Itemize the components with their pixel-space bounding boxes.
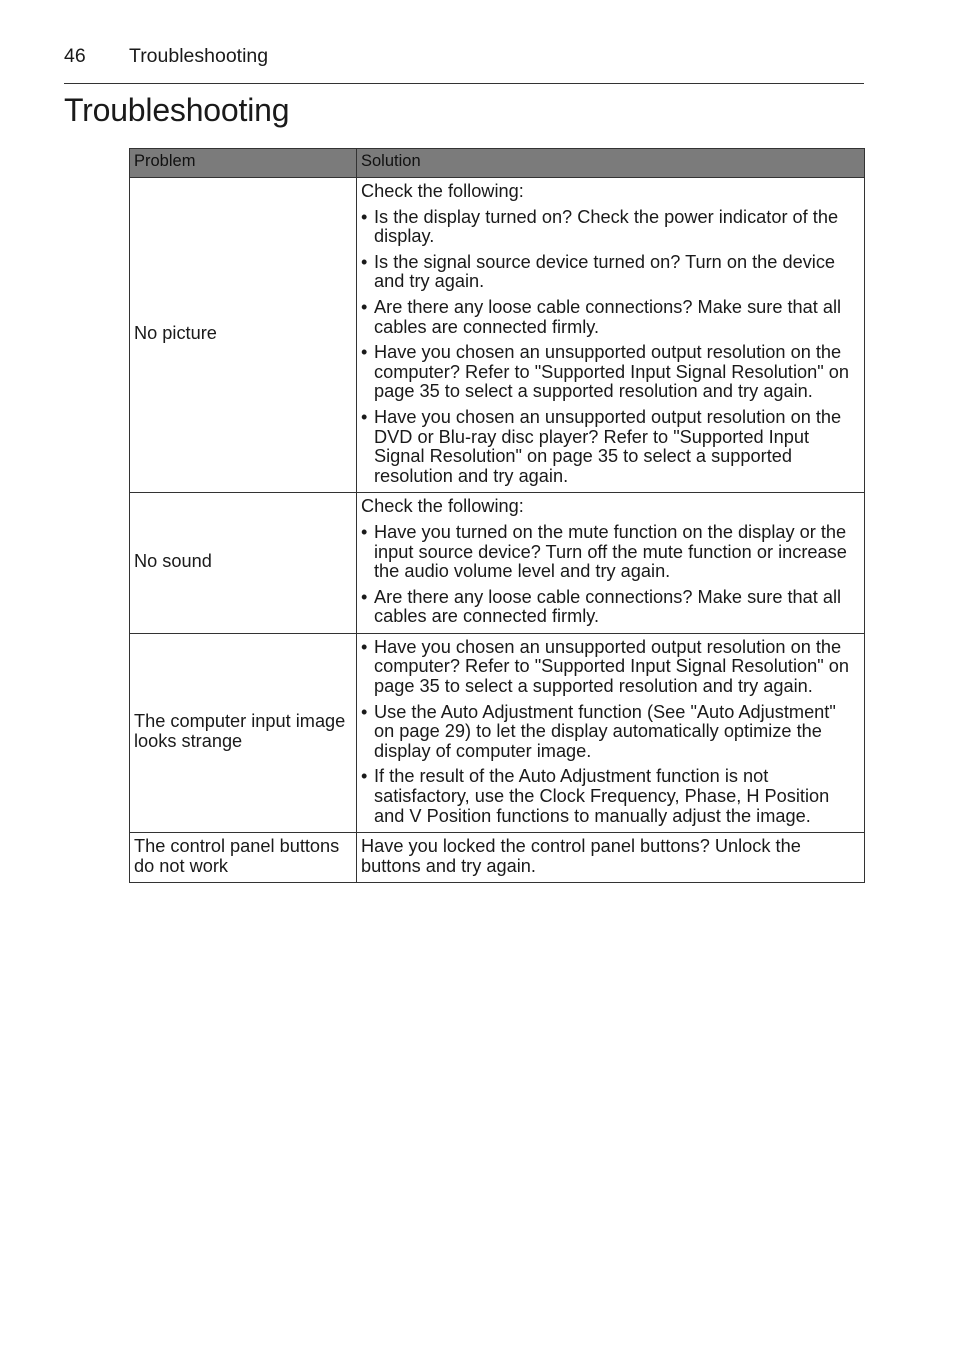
solution-item: • Are there any loose cable connections? Make sure that all cables are connected firmly. <box>361 588 860 627</box>
solution-cell <box>357 633 865 832</box>
solution-item: • Is the display turned on? Check the power indicator of the display. <box>361 208 860 247</box>
troubleshooting-table <box>129 148 865 883</box>
solution-cell <box>357 833 865 883</box>
solution-item: • If the result of the Auto Adjustment function is not satisfactory, use the Clock Frequency, Phase, H Position and V Position functions to manually adjust the image. <box>361 767 860 826</box>
table-row <box>130 493 865 634</box>
table-row <box>130 178 865 493</box>
solution-item: • Have you chosen an unsupported output resolution on the computer? Refer to "Supported Input Signal Resolution" on page 35 to select a supported resolution and try again. <box>361 638 860 697</box>
running-header-section: Troubleshooting <box>129 45 269 67</box>
running-header <box>64 45 268 68</box>
solution-cell <box>357 493 865 634</box>
problem-cell: The control panel buttons do not work <box>130 833 357 883</box>
problem-cell: The computer input image looks strange <box>130 633 357 832</box>
header-divider <box>64 83 864 84</box>
table-header-row <box>130 149 865 178</box>
problem-cell: No picture <box>130 178 357 493</box>
solution-cell <box>357 178 865 493</box>
table-row <box>130 833 865 883</box>
solution-text: Have you locked the control panel buttons? Unlock the buttons and try again. <box>361 836 801 876</box>
table-row <box>130 633 865 832</box>
solution-list <box>361 638 860 826</box>
solution-lead: Check the following: <box>361 181 524 201</box>
column-header-solution: Solution <box>357 149 865 178</box>
solution-list <box>361 208 860 487</box>
solution-item: • Have you chosen an unsupported output resolution on the DVD or Blu-ray disc player? Refer to "Supported Input Signal Resolution" on page 35 to select a supported resolution and try again. <box>361 408 860 486</box>
problem-cell: No sound <box>130 493 357 634</box>
solution-item: • Is the signal source device turned on? Turn on the device and try again. <box>361 253 860 292</box>
solution-list <box>361 523 860 627</box>
solution-item: • Are there any loose cable connections? Make sure that all cables are connected firmly. <box>361 298 860 337</box>
solution-item: • Have you turned on the mute function on the display or the input source device? Turn off the mute function or increase the audio volume level and try again. <box>361 523 860 582</box>
solution-lead: Check the following: <box>361 496 524 517</box>
column-header-problem: Problem <box>130 149 357 178</box>
page-title: Troubleshooting <box>64 92 290 128</box>
solution-item: • Use the Auto Adjustment function (See "Auto Adjustment" on page 29) to let the display automatically optimize the display of computer image. <box>361 703 860 762</box>
solution-item: • Have you chosen an unsupported output resolution on the computer? Refer to "Supported Input Signal Resolution" on page 35 to select a supported resolution and try again. <box>361 343 860 402</box>
page-number: 46 <box>64 45 86 67</box>
